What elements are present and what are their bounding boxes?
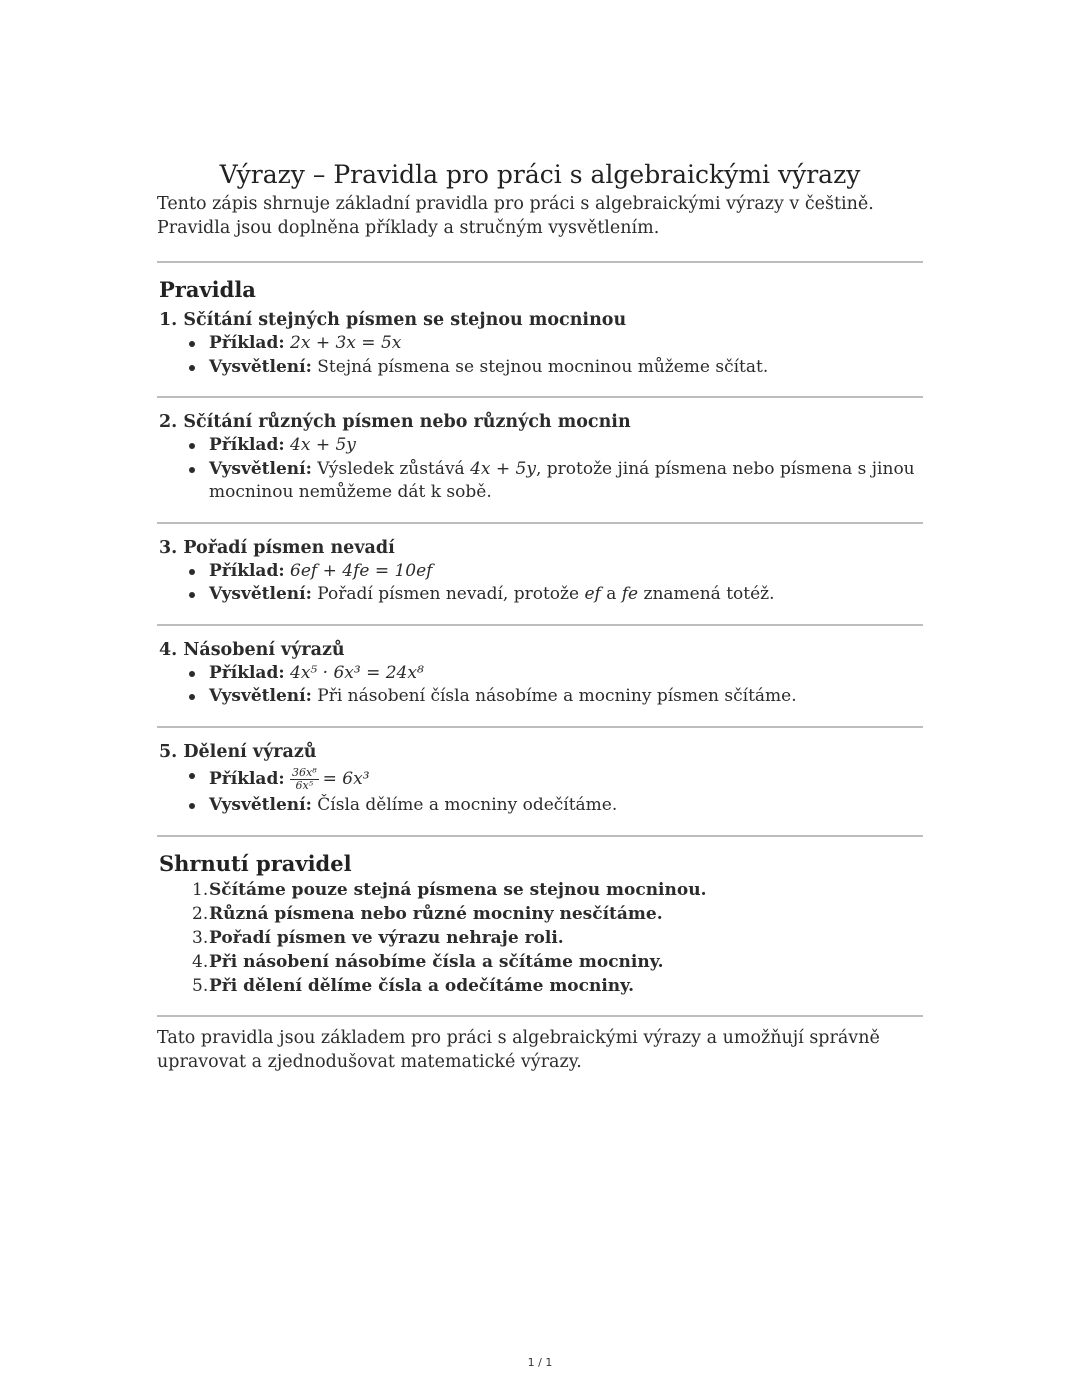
example-math: = 6x³ xyxy=(322,768,370,789)
explanation-math: fe xyxy=(621,584,639,604)
rule-3 xyxy=(157,536,923,607)
example-label: Příklad: xyxy=(209,662,285,683)
page-number: 1 / 1 xyxy=(527,1356,553,1369)
summary-text: Sčítáme pouze stejná písmena se stejnou mocninou. xyxy=(209,880,707,900)
example-math: 4x + 5y xyxy=(290,435,356,455)
divider xyxy=(157,396,923,398)
explanation-text: , protože jiná písmena nebo písmena s jinou mocninou nemůžeme dát k sobě. xyxy=(209,458,915,502)
summary-item xyxy=(192,902,923,926)
rule-items xyxy=(157,560,923,607)
example-item xyxy=(209,560,923,584)
explanation-text: Pořadí písmen nevadí, protože xyxy=(317,584,580,604)
explanation-label: Vysvětlení: xyxy=(209,356,312,377)
rule-title: 5. Dělení výrazů xyxy=(159,741,317,762)
rule-title: 1. Sčítání stejných písmen se stejnou mocninou xyxy=(159,310,627,330)
example-math: 2x + 3x = 5x xyxy=(290,333,402,353)
rule-title: 3. Pořadí písmen nevadí xyxy=(159,537,395,558)
divider xyxy=(157,522,923,524)
intro-paragraph: Tento zápis shrnuje základní pravidla pro práci s algebraickými výrazy v češtině. Pravidla jsou doplněna příklady a stručným vysvětlením. xyxy=(157,194,874,238)
explanation-math: ef xyxy=(584,584,601,604)
explanation-text: Při násobení čísla násobíme a mocniny písmen sčítáme. xyxy=(317,686,797,706)
explanation-text: Stejná písmena se stejnou mocninou můžeme sčítat. xyxy=(317,356,769,377)
fraction-numerator: 36x⁸ xyxy=(292,765,317,779)
explanation-text: a xyxy=(606,584,617,604)
explanation-item xyxy=(209,685,923,709)
rule-items xyxy=(157,332,923,379)
explanation-label: Vysvětlení: xyxy=(209,794,312,815)
summary-heading: Shrnutí pravidel xyxy=(159,851,352,876)
summary-item xyxy=(192,926,923,950)
closing-paragraph: Tato pravidla jsou základem pro práci s algebraickými výrazy a umožňují správně upravovat a zjednodušovat matematické výrazy. xyxy=(157,1028,880,1072)
page-title: Výrazy – Pravidla pro práci s algebraickými výrazy xyxy=(219,160,861,189)
example-label: Příklad: xyxy=(209,435,285,455)
explanation-item xyxy=(209,356,923,380)
summary-text: Pořadí písmen ve výrazu nehraje roli. xyxy=(209,928,564,948)
explanation-item xyxy=(209,794,923,818)
summary-number: 2. xyxy=(192,904,209,924)
example-label: Příklad: xyxy=(209,333,285,353)
explanation-math: 4x + 5y xyxy=(470,458,536,479)
rule-5 xyxy=(157,740,923,818)
rule-title: 4. Násobení výrazů xyxy=(159,639,345,660)
rule-title: 2. Sčítání různých písmen nebo různých mocnin xyxy=(159,412,631,432)
summary-number: 4. xyxy=(192,952,209,972)
example-math: 4x⁵ · 6x³ = 24x⁸ xyxy=(290,662,424,683)
rule-items xyxy=(157,764,923,818)
explanation-label: Vysvětlení: xyxy=(209,458,312,479)
explanation-text: znamená totéž. xyxy=(643,584,775,604)
summary-text: Při dělení dělíme čísla a odečítáme mocniny. xyxy=(209,976,635,996)
example-item xyxy=(209,764,923,794)
summary-item xyxy=(192,878,923,902)
divider xyxy=(157,835,923,837)
example-label: Příklad: xyxy=(209,560,285,581)
rule-4 xyxy=(157,638,923,709)
fraction xyxy=(290,767,319,792)
explanation-item xyxy=(209,458,923,505)
summary-number: 5. xyxy=(192,976,209,996)
summary-text: Při násobení násobíme čísla a sčítáme mocniny. xyxy=(209,952,664,972)
example-item xyxy=(209,434,923,458)
example-item xyxy=(209,332,923,356)
rule-2 xyxy=(157,410,923,505)
rules-heading: Pravidla xyxy=(159,277,256,302)
rule-items xyxy=(157,434,923,505)
summary-item xyxy=(192,974,923,998)
rule-items xyxy=(157,662,923,709)
explanation-item xyxy=(209,583,923,607)
summary-number: 3. xyxy=(192,928,209,948)
summary-text: Různá písmena nebo různé mocniny nesčítáme. xyxy=(209,904,663,924)
rule-1 xyxy=(157,308,923,379)
fraction-denominator: 6x⁵ xyxy=(295,778,314,792)
summary-number: 1. xyxy=(192,880,209,900)
example-math: 6ef + 4fe = 10ef xyxy=(290,560,433,581)
document-page xyxy=(157,158,923,1074)
summary-list xyxy=(157,878,923,998)
explanation-label: Vysvětlení: xyxy=(209,686,312,706)
example-label: Příklad: xyxy=(209,768,285,789)
divider xyxy=(157,726,923,728)
explanation-text: Výsledek zůstává xyxy=(317,458,465,479)
summary-item xyxy=(192,950,923,974)
divider xyxy=(157,261,923,263)
explanation-text: Čísla dělíme a mocniny odečítáme. xyxy=(317,794,618,815)
explanation-label: Vysvětlení: xyxy=(209,584,312,604)
example-item xyxy=(209,662,923,686)
divider xyxy=(157,624,923,626)
divider xyxy=(157,1015,923,1017)
